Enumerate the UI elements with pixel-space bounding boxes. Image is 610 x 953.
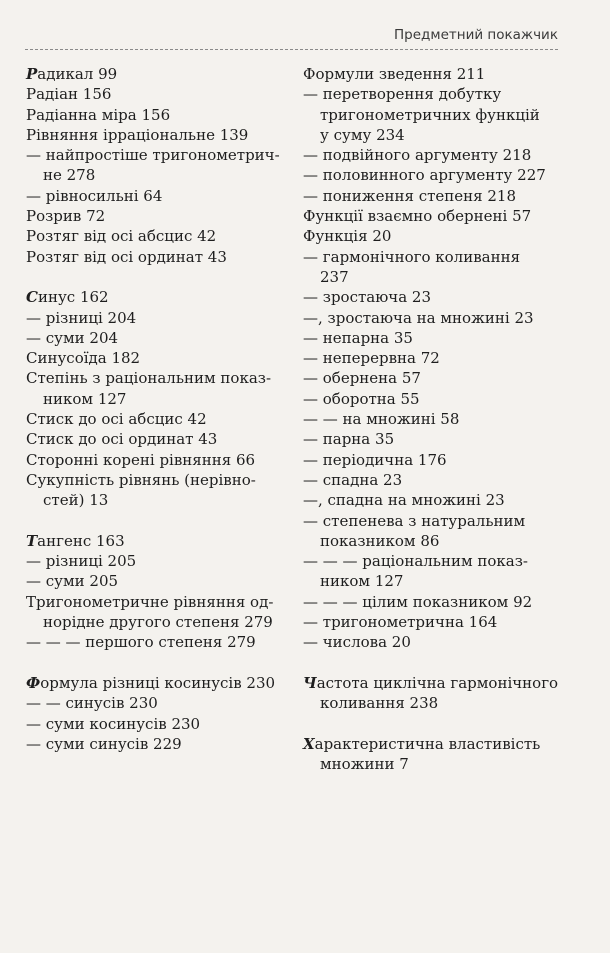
index-section-start-entry [26, 64, 288, 84]
entry-text: — суми 204 [26, 328, 119, 347]
index-section-start-entry [303, 673, 565, 693]
entry-text: Розтяг від осі абсцис 42 [26, 227, 217, 246]
index-entry [26, 206, 288, 226]
entry-text: — числова 20 [303, 633, 411, 652]
section-initial-letter: С [26, 288, 38, 307]
entry-text: — пониження степеня 218 [303, 186, 517, 205]
entry-text: Формули зведення 211 [303, 65, 486, 83]
entry-text: — — — раціональним показ- [303, 552, 528, 571]
section-initial-letter: Р [26, 65, 38, 83]
entry-text: — — — першого степеня 279 [26, 633, 256, 652]
index-entry [303, 64, 565, 84]
entry-text: у суму 234 [320, 125, 405, 144]
entry-text: Синусоїда 182 [26, 349, 141, 368]
index-entry [303, 206, 565, 226]
entry-text: стей) 13 [43, 491, 109, 510]
index-entry [303, 165, 565, 185]
index-section-start-entry [26, 531, 288, 551]
entry-text: — перетворення добутку [303, 85, 502, 104]
entry-text: ангенс 163 [37, 531, 125, 550]
entry-text: норідне другого степеня 279 [43, 613, 273, 632]
entry-text: Розтяг від осі ординат 43 [26, 247, 227, 266]
entry-text: — тригонометрична 164 [303, 613, 498, 632]
index-entry [303, 450, 565, 470]
entry-text: — спадна 23 [303, 470, 403, 489]
index-section-start-entry [303, 734, 565, 754]
entry-text: — — синусів 230 [26, 694, 158, 713]
entry-text: — неперервна 72 [303, 349, 440, 368]
entry-text: — різниці 204 [26, 308, 137, 327]
index-entry [303, 247, 565, 267]
entry-text: ником 127 [320, 572, 404, 591]
index-entry [303, 490, 565, 510]
index-entry [26, 429, 288, 449]
entry-text: — суми косинусів 230 [26, 714, 201, 733]
index-entry [26, 714, 288, 734]
entry-text: арактеристична властивість [314, 734, 541, 753]
index-entry [303, 186, 565, 206]
section-initial-letter: Х [303, 734, 315, 753]
index-entry [26, 125, 288, 145]
entry-text: — суми синусів 229 [26, 734, 182, 753]
index-entry [26, 389, 288, 409]
entry-text: показником 86 [320, 531, 440, 550]
index-entry [26, 551, 288, 571]
section-gap [303, 714, 565, 734]
index-entry [303, 348, 565, 368]
entry-text: ормула різниці косинусів 230 [40, 673, 276, 692]
entry-text: адикал 99 [37, 65, 118, 83]
index-entry [26, 571, 288, 591]
entry-text: Радіанна міра 156 [26, 105, 171, 124]
entry-text: — рівносильні 64 [26, 186, 163, 205]
entry-text: Радіан 156 [26, 85, 112, 104]
entry-text: — подвійного аргументу 218 [303, 146, 532, 165]
entry-text: инус 162 [37, 288, 109, 307]
entry-text: Розрив 72 [26, 207, 106, 226]
index-entry [303, 287, 565, 307]
index-entry [26, 592, 288, 612]
entry-text: ником 127 [43, 389, 127, 408]
running-title: Предметний покажчик [394, 27, 558, 43]
entry-text: — суми 205 [26, 572, 119, 591]
section-gap [26, 267, 288, 287]
index-entry [303, 308, 565, 328]
section-gap [303, 653, 565, 673]
index-entry [303, 267, 565, 287]
entry-text: Сторонні корені рівняння 66 [26, 450, 256, 469]
entry-text: — степенева з натуральним [303, 511, 526, 530]
index-section-start-entry [26, 287, 288, 307]
entry-text: — зростаюча 23 [303, 288, 431, 307]
index-entry [26, 84, 288, 104]
index-entry [26, 247, 288, 267]
index-entry [26, 470, 288, 490]
entry-text: астота циклічна гармонічного [316, 673, 559, 692]
index-entry [26, 409, 288, 429]
entry-text: Тригонометричне рівняння од- [26, 592, 274, 611]
section-initial-letter: Ф [26, 673, 41, 692]
section-gap [26, 653, 288, 673]
index-entry [303, 470, 565, 490]
index-entry [26, 308, 288, 328]
index-entry [303, 693, 565, 713]
index-entry [303, 571, 565, 591]
index-entry [26, 186, 288, 206]
entry-text: — парна 35 [303, 430, 395, 449]
index-section-start-entry [26, 673, 288, 693]
index-entry [26, 734, 288, 754]
index-entry [26, 328, 288, 348]
entry-text: Рівняння ірраціональне 139 [26, 125, 249, 144]
index-entry [303, 551, 565, 571]
index-entry [26, 165, 288, 185]
entry-text: Функція 20 [303, 227, 392, 246]
index-entry [303, 226, 565, 246]
index-entry [303, 409, 565, 429]
index-entry [26, 632, 288, 652]
entry-text: — непарна 35 [303, 328, 413, 347]
index-entry [26, 145, 288, 165]
index-entry [303, 389, 565, 409]
entry-text: — гармонічного коливання [303, 247, 521, 266]
entry-text: —, спадна на множині 23 [303, 491, 505, 510]
entry-text: — — на множині 58 [303, 410, 460, 429]
index-entry [26, 348, 288, 368]
entry-text: Функції взаємно обернені 57 [303, 207, 532, 226]
entry-text: множини 7 [320, 755, 409, 774]
index-entry [303, 368, 565, 388]
entry-text: — обернена 57 [303, 369, 421, 388]
entry-text: 237 [320, 267, 349, 286]
index-entry [303, 105, 565, 125]
header-divider [25, 49, 558, 50]
entry-text: —, зростаюча на множині 23 [303, 308, 534, 327]
entry-text: — оборотна 55 [303, 389, 420, 408]
entry-text: — найпростіше тригонометрич- [26, 146, 280, 165]
entry-text: Стиск до осі ординат 43 [26, 430, 218, 449]
index-entry [303, 592, 565, 612]
index-entry [303, 145, 565, 165]
section-gap [26, 511, 288, 531]
section-initial-letter: Т [26, 531, 38, 550]
index-entry [303, 429, 565, 449]
entry-text: не 278 [43, 166, 96, 185]
index-entry [26, 693, 288, 713]
index-entry [26, 450, 288, 470]
index-entry [303, 632, 565, 652]
index-entry [303, 84, 565, 104]
index-entry [303, 125, 565, 145]
index-left-column [26, 64, 288, 754]
section-initial-letter: Ч [303, 673, 317, 692]
index-entry [303, 754, 565, 774]
entry-text: — половинного аргументу 227 [303, 166, 546, 185]
entry-text: Сукупність рівнянь (нерівно- [26, 470, 256, 489]
entry-text: — різниці 205 [26, 552, 137, 571]
index-entry [303, 511, 565, 531]
index-entry [26, 490, 288, 510]
index-entry [26, 226, 288, 246]
entry-text: — — — цілим показником 92 [303, 592, 533, 611]
index-entry [303, 531, 565, 551]
entry-text: тригонометричних функцій [320, 105, 540, 124]
entry-text: — періодична 176 [303, 450, 447, 469]
index-entry [26, 105, 288, 125]
index-right-column [303, 64, 565, 774]
index-entry [26, 612, 288, 632]
index-entry [303, 612, 565, 632]
entry-text: Степінь з раціональним показ- [26, 369, 272, 388]
index-entry [26, 368, 288, 388]
entry-text: Стиск до осі абсцис 42 [26, 410, 207, 429]
entry-text: коливання 238 [320, 694, 439, 713]
index-entry [303, 328, 565, 348]
